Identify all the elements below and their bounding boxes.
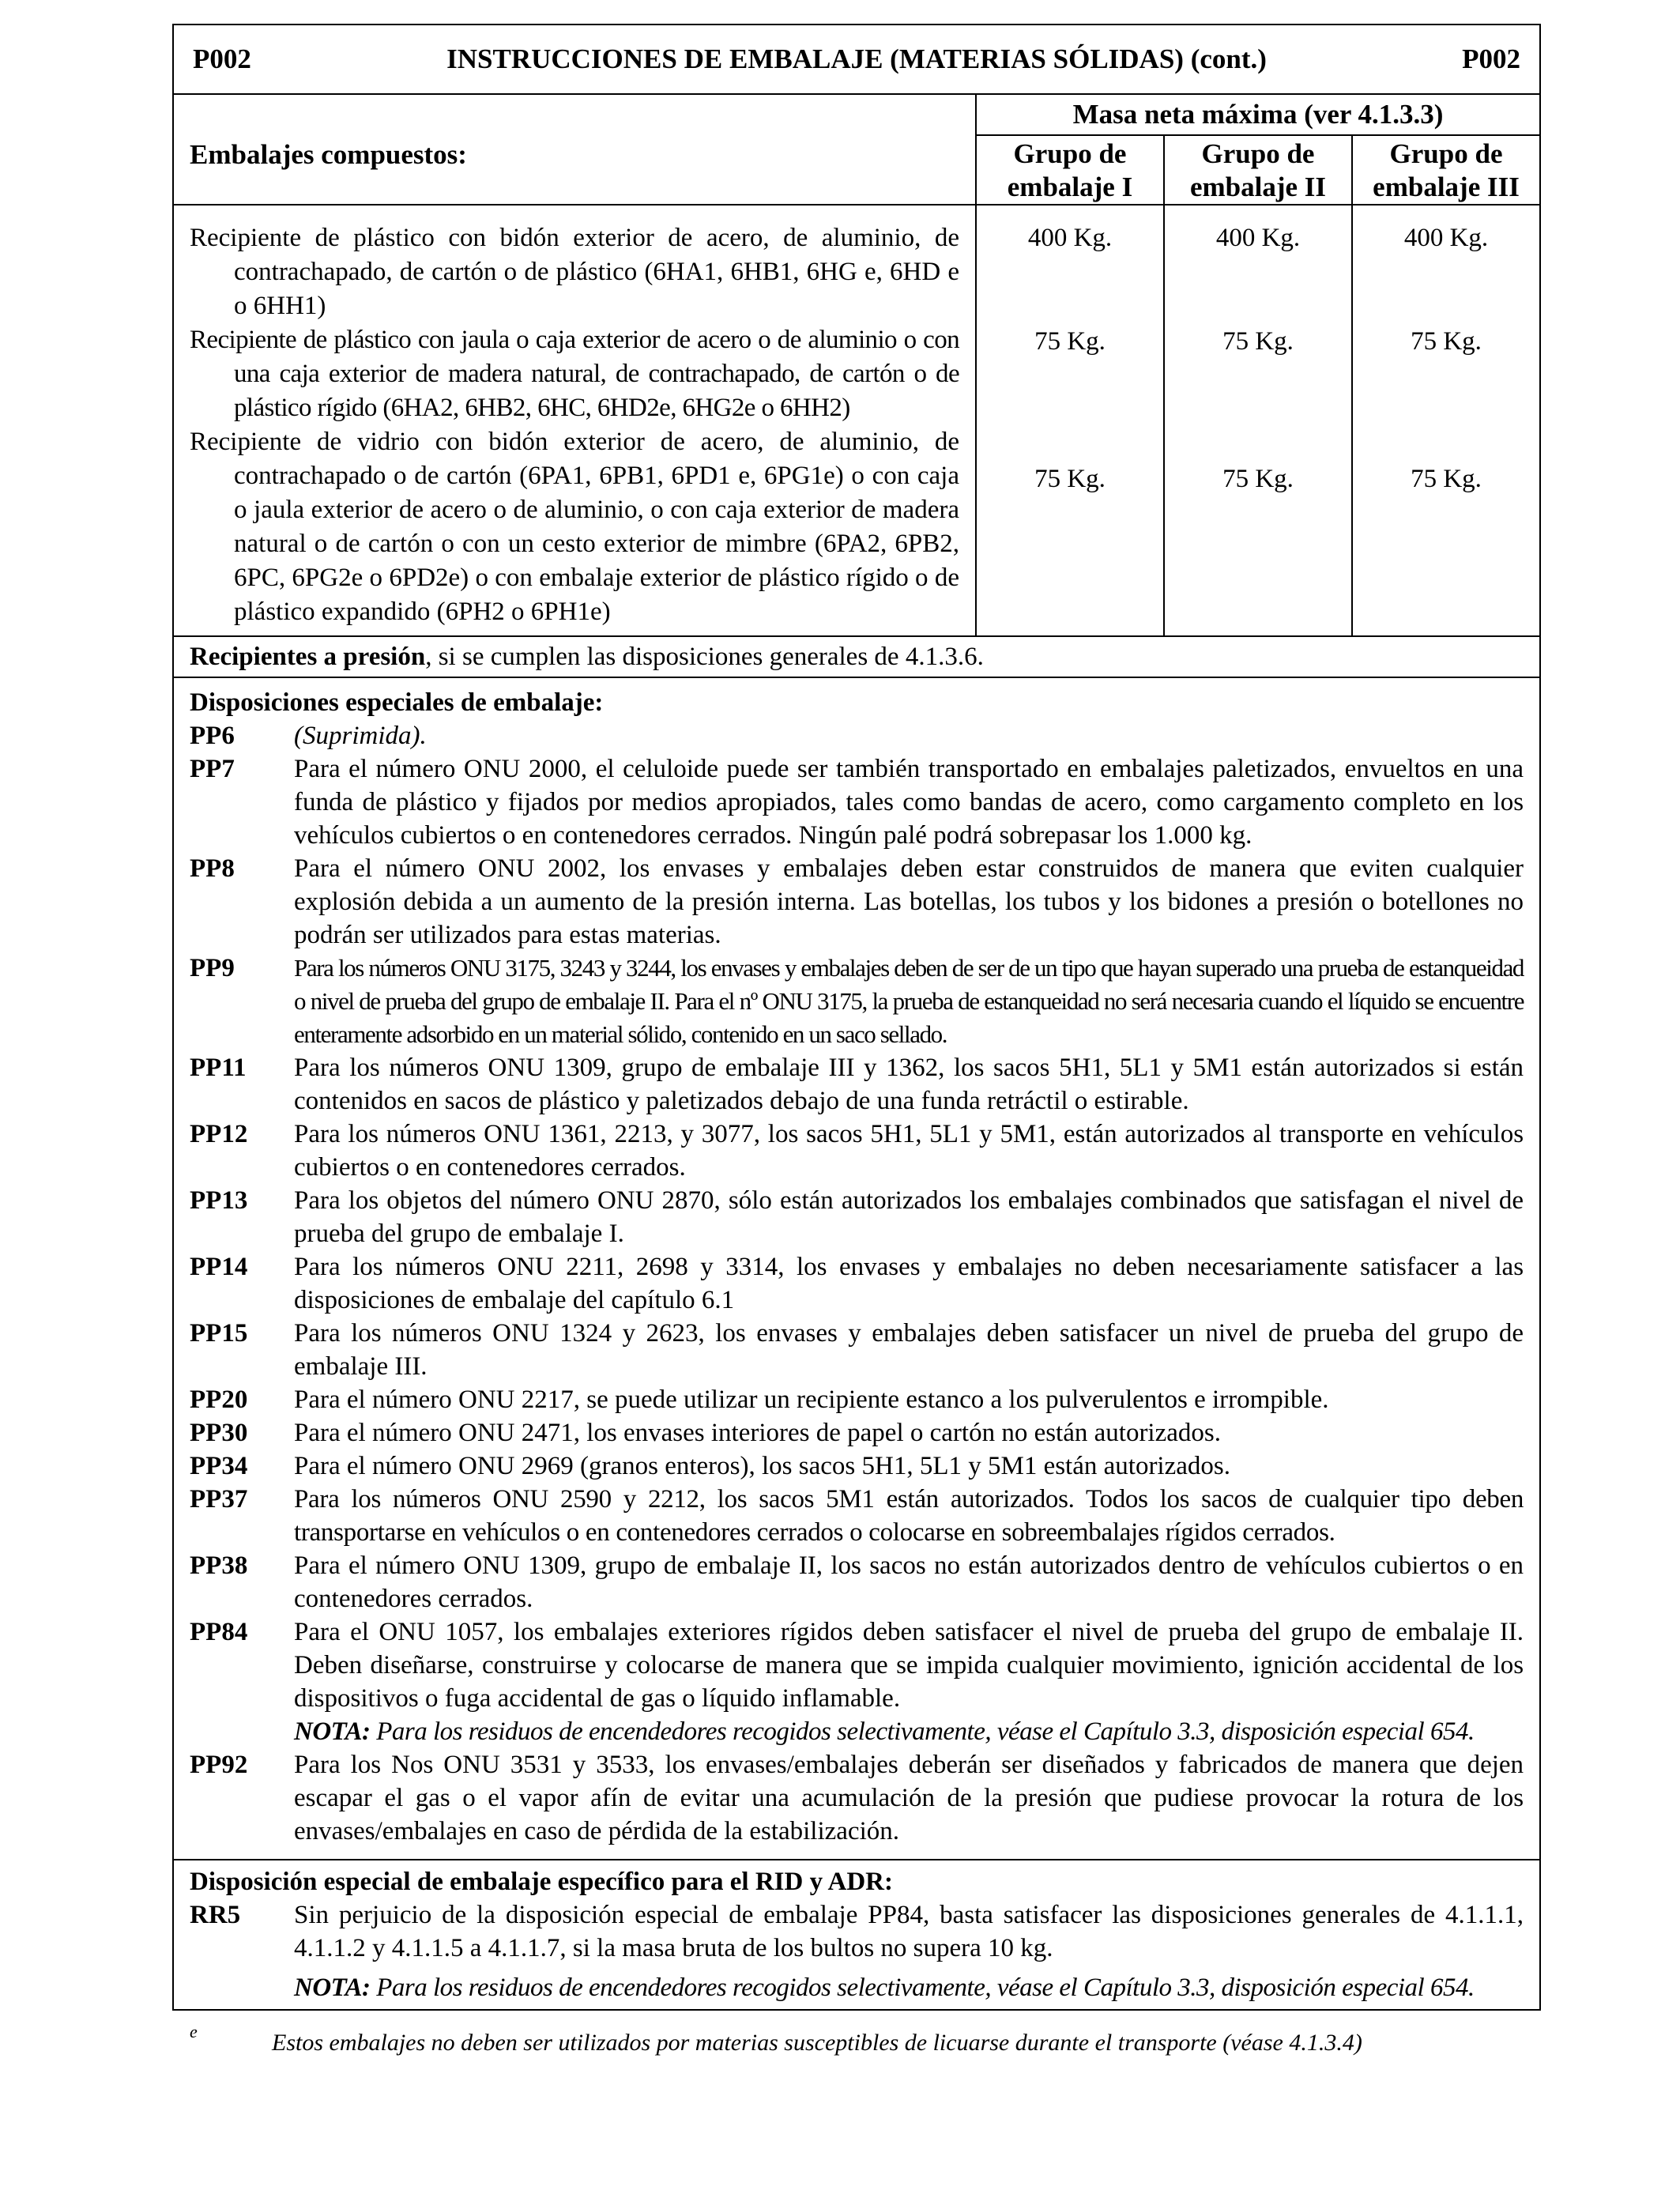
provision-text: Para los números ONU 1309, grupo de embalaje III y 1362, los sacos 5H1, 5L1 y 5M1 están autorizados si están contenidos en sacos de plástico y paletizados debajo de una funda retráctil o estirable. [294,1054,1524,1115]
provision-body [294,1615,1524,1748]
provision-body [294,1898,1524,2004]
provision-code: PP37 [190,1485,248,1514]
provision-code: PP12 [190,1120,248,1148]
provision-text: Para los Nos ONU 3531 y 3533, los envases/embalajes deberán ser diseñados y fabricados de manera que dejen escapar el gas o el vapor afín de evitar una acumulación de la presión que pudiese provocar la rotura de los envases/embalajes en caso de pérdida de la estabilización. [294,1751,1524,1845]
provision-text: Para los objetos del número ONU 2870, sólo están autorizados los embalajes combinados que satisfagan el nivel de prueba del grupo de embalaje I. [294,1186,1524,1248]
provision-code: PP20 [190,1385,248,1414]
pressure-text: , si se cumplen las disposiciones generales de 4.1.3.6. [425,643,984,671]
composite-descriptions [173,205,976,636]
composite-label: Embalajes compuestos: [173,94,976,205]
note-text: Para los residuos de encendedores recogidos selectivamente, véase el Capítulo 3.3, disposición especial 654. [370,1717,1475,1746]
provision-code: PP9 [190,954,235,982]
mass-value: 75 Kg. [1411,327,1482,356]
provision-text: Para el número ONU 2471, los envases interiores de papel o cartón no están autorizados. [294,1419,1221,1447]
provision-item [190,1416,1524,1449]
provision-item [190,952,1524,1051]
provision-text: Para el ONU 1057, los embalajes exteriores rígidos deben satisfacer el nivel de prueba del grupo de embalaje II. Deben diseñarse, construirse y colocarse de manera que se impida cualquier movimiento, ignición accidental de los dispositivos o fuga accidental de gas o líquido inflamable. [294,1618,1524,1713]
provision-code: PP38 [190,1551,248,1580]
group-1-masses [976,205,1164,636]
provision-text: Para el número ONU 1309, grupo de embalaje II, los sacos no están autorizados dentro de vehículos cubiertos o en contenedores cerrados. [294,1551,1524,1613]
provision-item [190,1449,1524,1483]
provision-text: Para el número ONU 2969 (granos enteros), los sacos 5H1, 5L1 y 5M1 están autorizados. [294,1452,1230,1480]
special-provisions [173,677,1540,1860]
provision-text: Para los números ONU 2211, 2698 y 3314, los envases y embalajes no deben necesariamente satisfacer a las disposiciones de embalaje del capítulo 6.1 [294,1253,1524,1314]
group-3-masses [1352,205,1540,636]
group-header-2: Grupo de embalaje II [1164,135,1352,205]
mass-value: 75 Kg. [1034,327,1106,356]
provision-code: PP6 [190,722,235,750]
provision-item [190,1317,1524,1383]
provision-code: PP7 [190,755,235,783]
provision-item [190,752,1524,852]
provision-code: RR5 [190,1901,241,1929]
provision-item [190,1483,1524,1549]
provision-code: PP14 [190,1253,248,1281]
provision-item [190,1549,1524,1615]
provision-code: PP11 [190,1054,247,1082]
provision-item [190,1615,1524,1748]
mass-value: 75 Kg. [1034,465,1106,493]
instruction-header [173,25,1540,94]
provision-item [190,852,1524,952]
document-page [172,24,1539,2011]
mass-value: 75 Kg. [1411,465,1482,493]
provision-text: Para el número ONU 2002, los envases y embalajes deben estar construidos de manera que eviten cualquier explosión debida a un aumento de la presión interna. Las botellas, los tubos y los bidones a presión o botellones no podrán ser utilizados para estas materias. [294,854,1524,949]
mass-value: 75 Kg. [1222,465,1294,493]
provision-text: Para los números ONU 2590 y 2212, los sacos 5M1 están autorizados. Todos los sacos de cualquier tipo deben transportarse en vehículos o en contenedores cerrados o colocarse en sobreembalajes rígidos cerrados. [294,1485,1524,1547]
pressure-label: Recipientes a presión [190,643,426,671]
note-label: NOTA: [294,1973,371,2002]
provision-code: PP84 [190,1618,248,1646]
provision-code: PP34 [190,1452,248,1480]
provision-note [294,1717,1475,1746]
provision-item [190,1898,1524,2004]
note-text: Para los residuos de encendedores recogidos selectivamente, véase el Capítulo 3.3, disposición especial 654. [370,1973,1475,2002]
composite-row: Recipiente de plástico con bidón exterior de acero, de aluminio, de contrachapado, de cartón o de plástico (6HA1, 6HB1, 6HG e, 6HD e o 6HH1) [190,224,959,320]
provision-text: Para el número ONU 2000, el celuloide puede ser también transportado en embalajes paletizados, envueltos en una funda de plástico y fijados por medios apropiados, tales como bandas de acero, como cargamento completo en los vehículos cubiertos o en contenedores cerrados. Ningún palé podrá sobrepasar los 1.000 kg. [294,755,1524,850]
group-header-1: Grupo de embalaje I [976,135,1164,205]
mass-value: 400 Kg. [1027,224,1113,252]
rid-adr-provisions [173,1860,1540,2010]
provision-item [190,1383,1524,1416]
group-2-masses [1164,205,1352,636]
provision-code: PP8 [190,854,235,883]
instruction-code-right: P002 [1462,43,1521,74]
group-header-3: Grupo de embalaje III [1352,135,1540,205]
provision-text: Sin perjuicio de la disposición especial de embalaje PP84, basta satisfacer las disposiciones generales de 4.1.1.1, 4.1.1.2 y 4.1.1.5 a 4.1.1.7, si la masa bruta de los bultos no supera 10 kg. [294,1901,1524,1962]
composite-row: Recipiente de plástico con jaula o caja exterior de acero o de aluminio o con una caja exterior de madera natural, de contrachapado, de cartón o de plástico rígido (6HA2, 6HB2, 6HC, 6HD2e, 6HG2e o 6HH2) [190,326,959,422]
provision-code: PP30 [190,1419,248,1447]
provision-note [294,1971,1475,2004]
provision-text: Para los números ONU 1324 y 2623, los envases y embalajes deben satisfacer un nivel de prueba del grupo de embalaje III. [294,1319,1524,1381]
instruction-title: INSTRUCCIONES DE EMBALAJE (MATERIAS SÓLIDAS) (cont.) [446,43,1267,74]
footnote-mark: e [190,2022,198,2041]
provision-item [190,1250,1524,1317]
packing-instruction-table [172,24,1541,2011]
provision-text: (Suprimida). [294,722,427,750]
provision-item [190,1748,1524,1848]
mass-value: 400 Kg. [1215,224,1301,252]
mass-header: Masa neta máxima (ver 4.1.3.3) [976,94,1540,135]
provision-code: PP15 [190,1319,248,1348]
provision-code: PP92 [190,1751,248,1779]
instruction-code-left: P002 [193,43,251,74]
provision-text: Para los números ONU 3175, 3243 y 3244, los envases y embalajes deben de ser de un tipo que hayan superado una prueba de estanqueidad o nivel de prueba del grupo de embalaje II. Para el nº ONU 3175, la prueba de estanqueidad no será necesaria cuando el líquido se encuentre enteramente adsorbido en un material sólido, contenido en un saco sellado. [294,954,1524,1048]
provision-item [190,1184,1524,1250]
composite-row: Recipiente de vidrio con bidón exterior de acero, de aluminio, de contrachapado o de cartón (6PA1, 6PB1, 6PD1 e, 6PG1e) o con caja o jaula exterior de acero o de aluminio, o con caja exterior de madera natural o de cartón o con un cesto exterior de mimbre (6PA2, 6PB2, 6PC, 6PG2e o 6PD2e) o con embalaje exterior de plástico rígido o de plástico expandido (6PH2 o 6PH1e) [190,428,959,626]
provision-item [190,719,1524,752]
provision-item [190,1051,1524,1118]
provision-item [190,1118,1524,1184]
provision-code: PP13 [190,1186,248,1215]
rid-title: Disposición especial de embalaje específico para el RID y ADR: [190,1868,893,1896]
note-label: NOTA: [294,1717,371,1746]
footnote-text: Estos embalajes no deben ser utilizados por materias susceptibles de licuarse durante el transporte (véase 4.1.3.4) [272,2030,1362,2056]
provision-text: Para el número ONU 2217, se puede utilizar un recipiente estanco a los pulverulentos e irrompible. [294,1385,1329,1414]
mass-value: 400 Kg. [1403,224,1489,252]
special-title: Disposiciones especiales de embalaje: [190,688,604,717]
mass-value: 75 Kg. [1222,327,1294,356]
pressure-row [173,636,1540,677]
provision-text: Para los números ONU 1361, 2213, y 3077, los sacos 5H1, 5L1 y 5M1, están autorizados al transporte en vehículos cubiertos o en contenedores cerrados. [294,1120,1524,1182]
